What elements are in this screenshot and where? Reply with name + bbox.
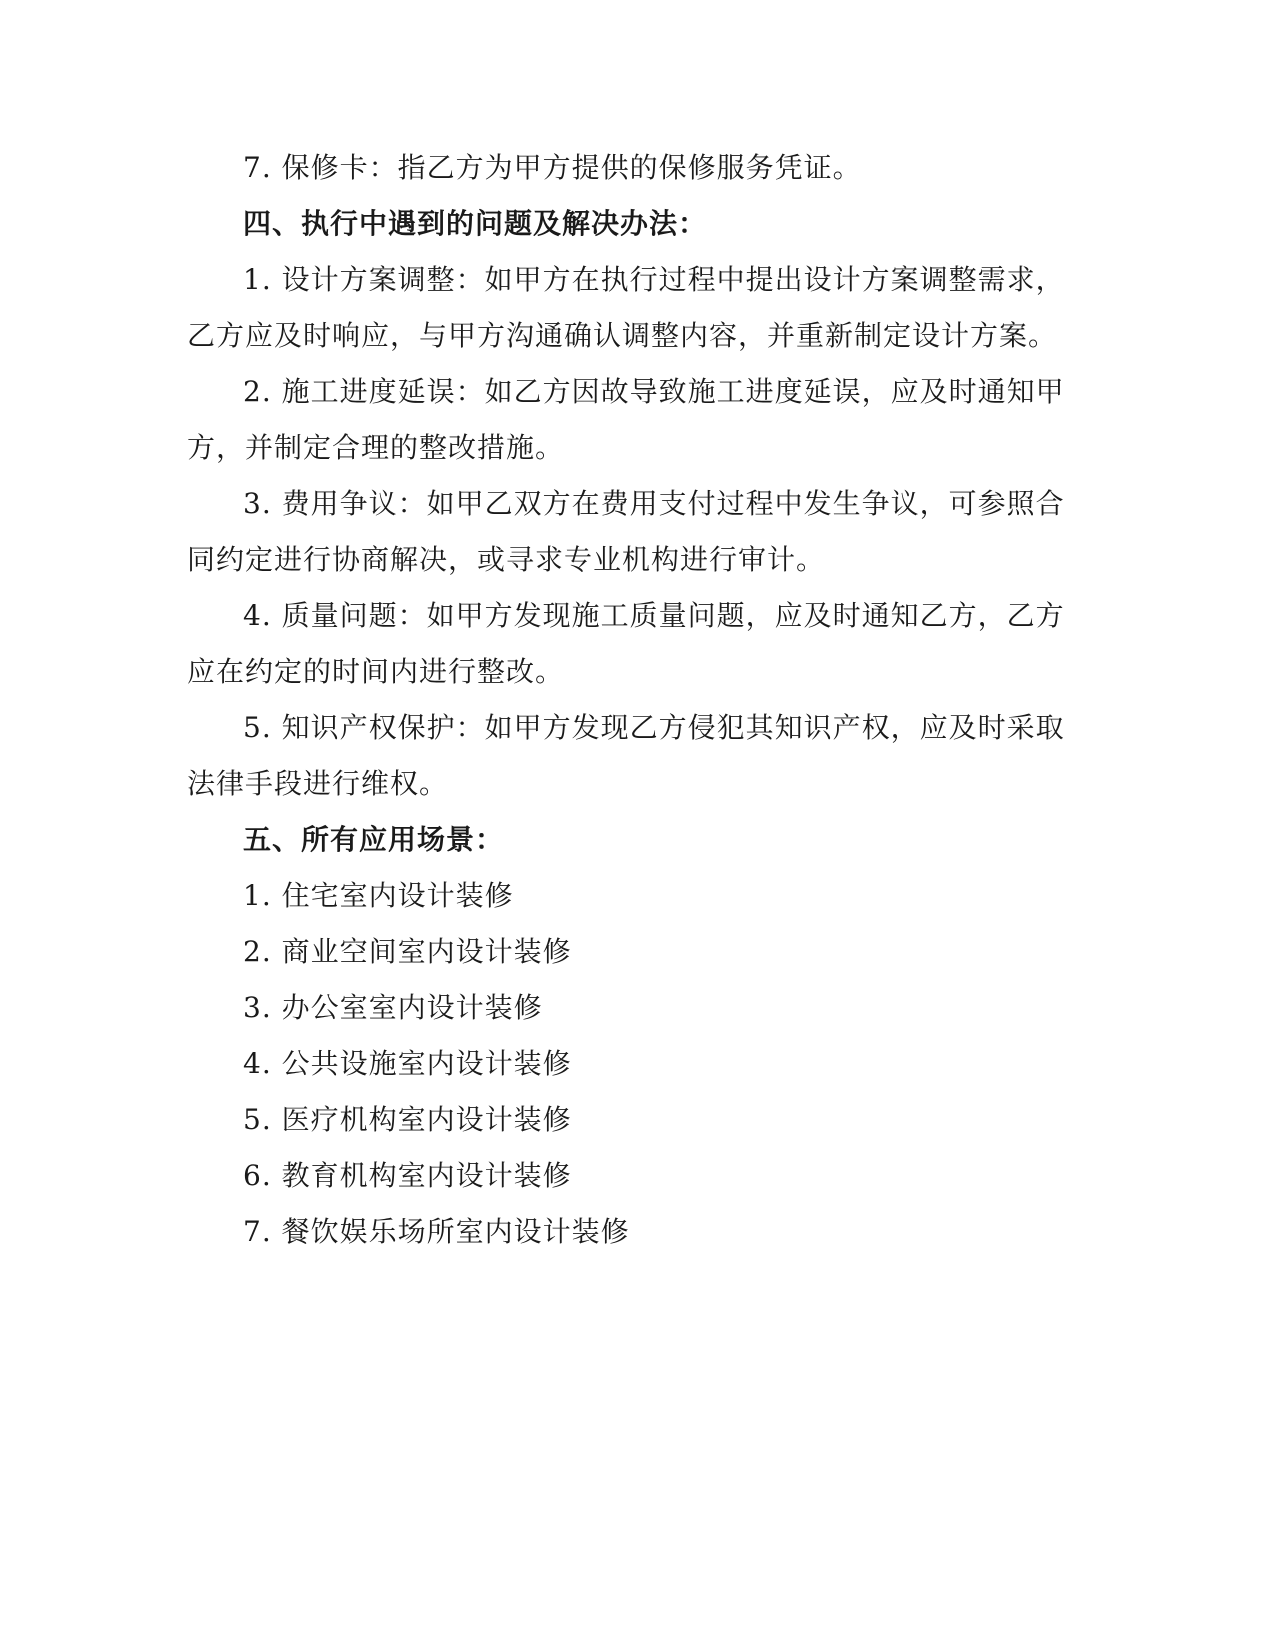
section-5-item-5: 5. 医疗机构室内设计装修: [243, 1103, 572, 1136]
section-5-item-7: 7. 餐饮娱乐场所室内设计装修: [243, 1215, 630, 1248]
section-5-item-1: 1. 住宅室内设计装修: [243, 879, 514, 912]
section-4-item-4: 4. 质量问题：如甲方发现施工质量问题，应及时通知乙方，乙方应在约定的时间内进行整改。: [187, 599, 1065, 688]
warranty-card-definition: 7. 保修卡：指乙方为甲方提供的保修服务凭证。: [243, 151, 862, 184]
section-5-item-3: 3. 办公室室内设计装修: [243, 991, 543, 1024]
section-4-item-5: 5. 知识产权保护：如甲方发现乙方侵犯其知识产权，应及时采取法律手段进行维权。: [187, 711, 1065, 800]
section-5-item-6: 6. 教育机构室内设计装修: [243, 1159, 572, 1192]
section-5-item-4: 4. 公共设施室内设计装修: [243, 1047, 572, 1080]
section-5-heading: 五、所有应用场景：: [243, 823, 505, 856]
section-4-item-2: 2. 施工进度延误：如乙方因故导致施工进度延误，应及时通知甲方，并制定合理的整改措施。: [187, 375, 1065, 464]
document-body: [187, 140, 1087, 1260]
section-4-heading: 四、执行中遇到的问题及解决办法：: [243, 207, 708, 240]
section-5-item-2: 2. 商业空间室内设计装修: [243, 935, 572, 968]
section-4-item-3: 3. 费用争议：如甲乙双方在费用支付过程中发生争议，可参照合同约定进行协商解决，或寻求专业机构进行审计。: [187, 487, 1065, 576]
section-4-item-1: 1. 设计方案调整：如甲方在执行过程中提出设计方案调整需求，乙方应及时响应，与甲方沟通确认调整内容，并重新制定设计方案。: [187, 263, 1065, 352]
